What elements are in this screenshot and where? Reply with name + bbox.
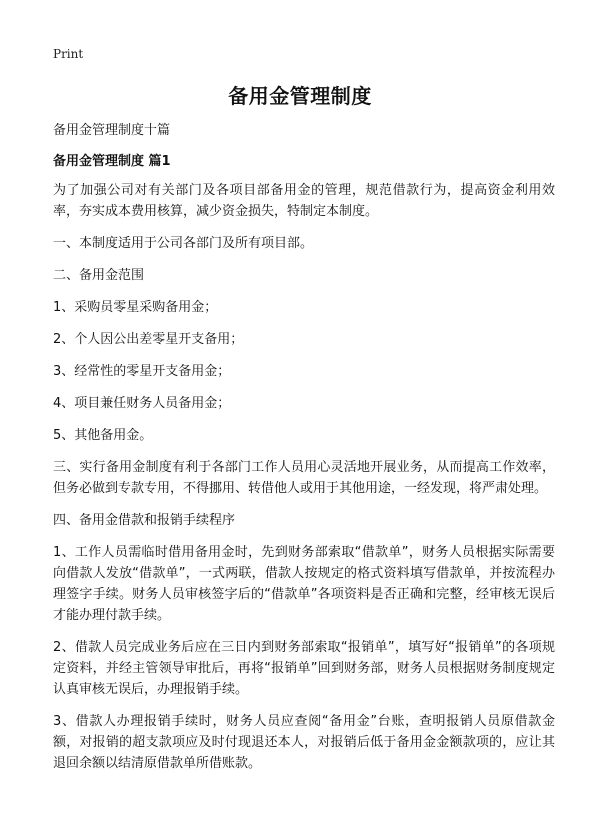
document-body (53, 180, 555, 785)
paragraph: 1、采购员零星采购备用金； (53, 300, 218, 315)
paragraph: 2、借款人员完成业务后应在三日内到财务部索取“报销单”，填写好“报销单”的各项规定资料，并经主管领导审批后，再将“报销单”回到财务部，财务人员根据财务制度规定认真审核无误后，办理报销手续。 (53, 640, 555, 697)
paragraph: 三、实行备用金制度有利于各部门工作人员用心灵活地开展业务，从而提高工作效率，但务必做到专款专用，不得挪用、转借他人或用于其他用途，一经发现，将严肃处理。 (53, 460, 555, 496)
page-title: 备用金管理制度 (228, 84, 372, 108)
section-heading: 备用金管理制度 篇1 (53, 154, 171, 169)
paragraph: 3、经常性的零星开支备用金； (53, 364, 231, 379)
paragraph: 2、个人因公出差零星开支备用； (53, 332, 244, 347)
paragraph: 3、借款人办理报销手续时，财务人员应查阅“备用金”台账，查明报销人员原借款金额，对报销的超支款项应及时付现退还本人，对报销后低于备用金金额款项的，应让其退回余额以结清原借款单所借账款。 (53, 714, 555, 771)
document-subtitle: 备用金管理制度十篇 (53, 123, 171, 138)
paragraph: 4、项目兼任财务人员备用金； (53, 396, 231, 411)
paragraph: 一、本制度适用于公司各部门及所有项目部。 (53, 236, 314, 251)
paragraph: 1、工作人员需临时借用备用金时，先到财务部索取“借款单”，财务人员根据实际需要向借款人发放“借款单”，一式两联，借款人按规定的格式资料填写借款单，并按流程办理签字手续。财务人员审核签字后的“借款单”各项资料是否正确和完整，经审核无误后才能办理付款手续。 (53, 545, 555, 623)
paragraph: 5、其他备用金。 (53, 428, 153, 443)
print-link[interactable]: Print (53, 47, 84, 61)
paragraph: 四、备用金借款和报销手续程序 (53, 513, 236, 528)
paragraph: 为了加强公司对有关部门及各项目部备用金的管理，规范借款行为，提高资金利用效率，夯实成本费用核算，减少资金损失，特制定本制度。 (53, 183, 555, 219)
paragraph: 二、备用金范围 (53, 268, 145, 283)
